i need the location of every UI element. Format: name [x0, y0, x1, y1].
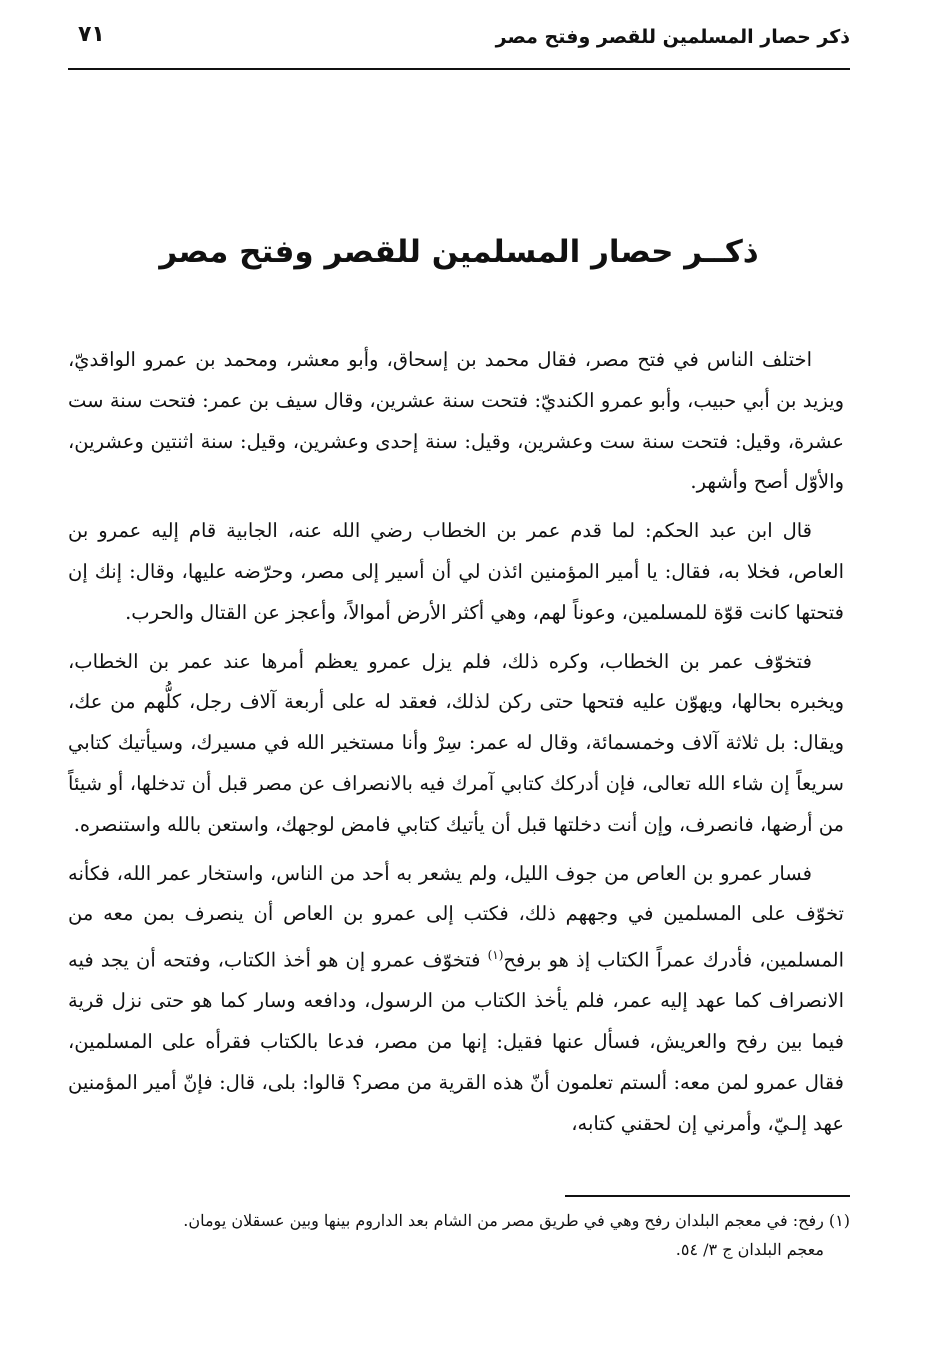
paragraph: اختلف الناس في فتح مصر، فقال محمد بن إسحاق، وأبو معشر، ومحمد بن عمرو الواقديّ، ويزيد بن أبي حبيب، وأبو عمرو الكنديّ: فتحت سنة عشرين، وقال سيف بن عمر: فتحت سنة ست عشرة، وقيل: فتحت سنة ست وعشرين، وقيل: سنة إحدى وعشرين، وقيل: سنة اثنتين وعشرين، والأوّل أصح وأشهر. — [68, 348, 844, 494]
header-divider — [68, 68, 850, 70]
paragraph-part: فسار عمرو بن العاص من جوف الليل، ولم يشعر به أحد من الناس، واستخار عمر الله، فكأنه تخوّف على المسلمين في وجههم ذلك، فكتب إلى عمرو بن العاص أن ينصرف بمن معه من المسلمين، فأدرك عمراً الكتاب إذ هو برفح — [68, 861, 844, 972]
footnote-marker: (١) — [487, 948, 504, 963]
footnote-text: (١) رفح: في معجم البلدان رفح وهي في طريق مصر من الشام بعد الداروم بينها وبين عسقلان يومان. — [183, 1211, 850, 1230]
footnotes — [68, 1206, 850, 1264]
paragraph: قال ابن عبد الحكم: لما قدم عمر بن الخطاب رضي الله عنه، الجابية قام إليه عمرو بن العاص، فخلا به، فقال: يا أمير المؤمنين ائذن لي أن أسير إلى مصر، وحرّضه عليها، وقال: إنك إن فتحتها كانت قوّة للمسلمين، وعوناً لهم، وهي أكثر الأرض أموالاً، وأعجز عن القتال والحرب. — [68, 519, 844, 624]
chapter-title: ذكــر حصار المسلمين للقصر وفتح مصر — [159, 234, 759, 270]
page-number: ٧١ — [78, 22, 105, 47]
paragraph-part: فتخوّف عمرو إن هو أخذ الكتاب، وفتحه أن يجد فيه الانصراف كما عهد إليه عمر، فلم يأخذ الكتاب من الرسول، ودافعه وسار كما هو حتى نزل قرية فيما بين رفح والعريش، فسأل عنها فقيل: إنها من مصر، فدعا بالكتاب فقرأه على المسلمين، فقال عمرو لمن معه: ألستم تعلمون أنّ هذه القرية من مصر؟ قالوا: بلى، قال: فإنّ أمير المؤمنين عهد إلـيّ، وأمرني إن لحقني كتابه، — [68, 948, 844, 1135]
running-title: ذكر حصار المسلمين للقصر وفتح مصر — [495, 26, 850, 48]
footnote-text: معجم البلدان ج ٣/ ٥٤. — [675, 1240, 824, 1259]
body-text — [68, 340, 844, 1153]
paragraph — [68, 854, 844, 1145]
running-header — [68, 18, 850, 60]
footnote-divider — [565, 1195, 850, 1197]
paragraph: فتخوّف عمر بن الخطاب، وكره ذلك، فلم يزل عمرو يعظم أمرها عند عمر بن الخطاب، ويخبره بحالها، ويهوّن عليه فتحها حتى ركن لذلك، فعقد له على أربعة آلاف رجل، كلُّهم من عك، ويقال: بل ثلاثة آلاف وخمسمائة، وقال له عمر: سِرْ وأنا مستخير الله في مسيرك، وسيأتيك كتابي سريعاً إن شاء الله تعالى، فإن أدركك كتابي آمرك فيه بالانصراف عن مصر قبل أن تدخلها، أو شيئاً من أرضها، فانصرف، وإن أنت دخلتها قبل أن يأتيك كتابي فامض لوجهك، واستعن بالله واستنصره. — [68, 649, 844, 836]
